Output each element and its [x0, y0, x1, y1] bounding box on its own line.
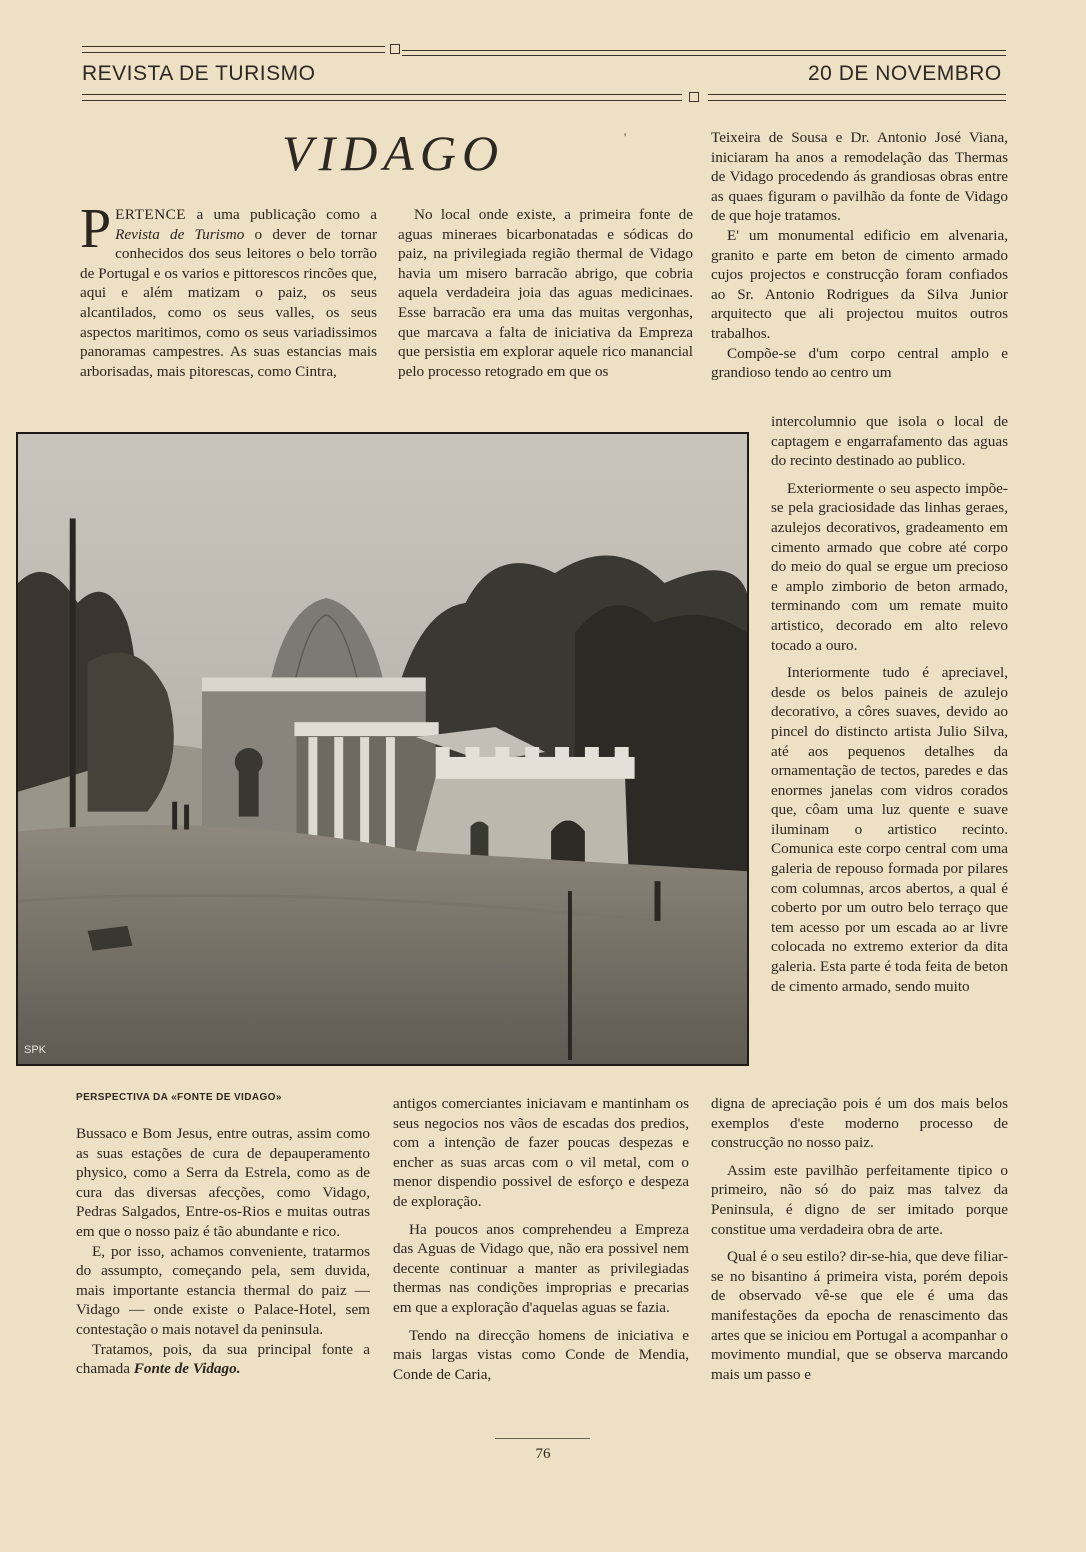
- col3-paragraph-1: Teixeira de Sousa e Dr. Antonio José Viana, iniciaram ha anos a remodelação das Thermas de Vidago procedendo ás grandiosas obras entre as quaes figuram o pavilhão da fonte de Vidago de que hoje tratamos.: [711, 129, 1008, 225]
- column-3-top: [711, 128, 1008, 383]
- photo-caption: PERSPECTIVA DA «FONTE DE VIDAGO»: [76, 1092, 282, 1103]
- col2-paragraph-1: No local onde existe, a primeira fonte de aguas mineraes bicarbonatadas e sódicas do paiz, na privilegiada região thermal de Vidago havia um misero barracão abrigo, que cobria aquela verdadeira joia das aguas medicinaes. Esse barracão era uma das muitas vergonhas, que marcava a falta de iniciativa da Empreza que persistia em explorar aquele rico manancial pelo processo retogrado em que os: [398, 206, 693, 380]
- header-date: 20 DE NOVEMBRO: [808, 62, 1002, 85]
- header-ornament-square: [390, 44, 400, 54]
- column-1-top: [80, 198, 377, 381]
- col3b-paragraph-2: Assim este pavilhão perfeitamente tipico o primeiro, não só do paiz mas talvez da Peninsula, é digno de ser imitado porque constitue uma verdadeira obra de arte.: [711, 1161, 1008, 1238]
- col1-text-a: a uma publicação como a: [186, 206, 377, 223]
- col1b-paragraph-1: Bussaco e Bom Jesus, entre outras, assim como as suas estações de cura de depauperamento physico, como a Serra da Estrela, como as de cura das diversas afecções, como Vidago, Pedras Salgados, Entre-os-Rios e muitas outras em que o nosso paiz é tão abundante e rico.: [76, 1125, 370, 1240]
- header-rule-top-left: [82, 46, 385, 53]
- stray-mark: ': [624, 130, 627, 144]
- drop-cap: P: [80, 198, 112, 260]
- column-2-top: [398, 205, 693, 381]
- col3b-paragraph-1: digna de apreciação pois é um dos mais belos exemplos d'este moderno processo de construcção no nosso paiz.: [711, 1095, 1008, 1152]
- header-ornament-square-2: [689, 92, 699, 102]
- page-number: 76: [535, 1446, 551, 1462]
- column-2-bottom: [393, 1094, 689, 1384]
- column-3-bottom: [711, 1094, 1008, 1384]
- fonte-de-vidago-italic: Fonte de Vidago.: [133, 1360, 241, 1378]
- col3-narrow-paragraph-1: intercolumnio que isola o local de captagem e engarrafamento das aguas do recinto destinado ao publico.: [771, 413, 1008, 470]
- publication-name-italic: Revista de Turismo: [115, 225, 245, 243]
- page-number-rule: [495, 1438, 590, 1439]
- col1b-paragraph-3: Tratamos, pois, da sua principal fonte a chamada: [76, 1340, 370, 1378]
- col3-paragraph-3: Compõe-se d'um corpo central amplo e grandioso tendo ao centro um: [711, 344, 1008, 382]
- column-1-bottom: [76, 1124, 370, 1379]
- col3b-paragraph-3: Qual é o seu estilo? dir-se-hia, que deve filiar-se no bisantino á primeira vista, porém depois de observado vê-se que ele é uma das manifestações da epocha de renascimento das artes que se iniciou em Portugal a acompanhar o movimento mundial, que se observa marcando mais um passo e: [711, 1248, 1008, 1383]
- col2b-paragraph-3: Tendo na direcção homens de iniciativa e mais largas vistas como Conde de Mendia, Conde de Caria,: [393, 1326, 689, 1383]
- header-publication: REVISTA DE TURISMO: [82, 62, 316, 85]
- header-rule-bottom-right: [708, 94, 1006, 101]
- article-title: VIDAGO: [282, 125, 505, 181]
- header-rule-top-right: [402, 50, 1006, 52]
- col1-text-b: o dever de tornar conhecidos dos seus leitores o belo torrão de Portugal e os varios e pittorescos rincões que, aqui e além matizam o paiz, os seus alcantilados, como os seus valles, os seus aspectos maritimos, como os seus variadissimos panoramas campestres. As suas estancias mais arborisadas, mais pitorescas, como Cintra,: [80, 225, 377, 380]
- col3-paragraph-2: E' um monumental edificio em alvenaria, granito e parte em beton de cimento armado cujos projectos e construcção foram confiados ao Sr. Antonio Rodrigues da Silva Junior arquitecto que ali projectou muitos outros trabalhos.: [711, 226, 1008, 342]
- col2b-paragraph-2: Ha poucos anos comprehendeu a Empreza das Aguas de Vidago que, não era possivel nem decente continuar a manter as privilegiadas thermas nas condições improprias e precarias em que a exploração d'aquelas aguas se fazia.: [393, 1220, 689, 1316]
- lead-small-caps: ERTENCE: [115, 206, 187, 223]
- photo-illustration: [18, 434, 747, 1064]
- header-rule-bottom-left: [82, 94, 682, 101]
- col3-narrow-paragraph-3: Interiormente tudo é apreciavel, desde os belos paineis de azulejo decorativo, a côres suaves, devido ao pincel do distincto artista Julio Silva, até aos pequenos detalhes da ornamentação de tectos, paredes e das enormes janelas com vidros corados que, côam uma luz quente e suave iluminam o artistico recinto. Comunica este corpo central com uma galeria de repouso formada por pilares com columnas, arcos abertos, a qual é coberto por um outro belo terraço que tem acesso por um escada ao ar livre colocada no extremo exterior da dita galeria. Esta parte é toda feita de beton de cimento armado, sendo muito: [771, 664, 1008, 995]
- col1b-paragraph-2: E, por isso, achamos conveniente, tratarmos do assumpto, começando pela, sem duvida, mais importante estancia thermal do paiz — Vidago — onde existe o Palace-Hotel, sem contestação o mais notavel da peninsula.: [76, 1242, 370, 1338]
- col2b-paragraph-1: antigos comerciantes iniciavam e mantinham os seus negocios nos vãos de escadas dos predios, com a intenção de fazer poucas despezas e encher as suas arcas com o vil metal, com o menor dispendio possivel de esforço e despeza de exploração.: [393, 1095, 689, 1210]
- photo-signature: SPK: [24, 1044, 47, 1056]
- column-3-narrow: [771, 412, 1008, 996]
- col3-narrow-paragraph-2: Exteriormente o seu aspecto impõe-se pela graciosidade das linhas geraes, azulejos decorativos, gradeamento em cimento armado que cobre até corpo do meio do qual se ergue um precioso e amplo zimborio de beton armado, terminando com um remate muito artistico, decorado em alto relevo tocado a ouro.: [771, 479, 1008, 654]
- photo-fonte-de-vidago: [16, 432, 749, 1066]
- header-rule-top-right-2: [402, 55, 1006, 57]
